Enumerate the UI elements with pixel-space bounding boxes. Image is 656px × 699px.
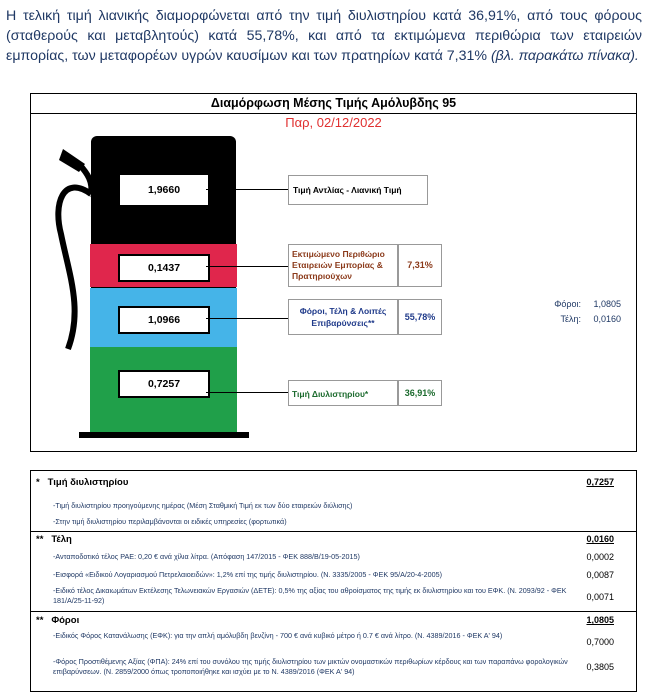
retail-value: 1,9660 bbox=[118, 173, 210, 207]
row-value: 1,0805 bbox=[586, 615, 614, 625]
taxes-value: 1,0966 bbox=[118, 306, 210, 334]
figure-title: Διαμόρφωση Μέσης Τιμής Αμόλυβδης 95 bbox=[31, 94, 636, 114]
margin-value: 0,1437 bbox=[118, 254, 210, 282]
table-subitem: -Ανταποδοτικό τέλος ΡΑΕ: 0,20 € ανά χίλια λίτρα. (Απόφαση 147/2015 - ΦΕΚ 888/Β/19-05-2015) bbox=[53, 552, 360, 561]
intro-note: (βλ. παρακάτω πίνακα). bbox=[490, 48, 639, 64]
subitem-value: 0,3805 bbox=[586, 662, 614, 672]
retail-connector bbox=[206, 189, 288, 190]
margin-connector bbox=[206, 266, 288, 267]
table-subitem: -Στην τιμή διυλιστηρίου περιλαμβάνονται οι ειδικές υπηρεσίες (φορτωτικά) bbox=[53, 517, 287, 526]
taxes-connector bbox=[206, 318, 288, 319]
divider bbox=[31, 531, 636, 532]
row-value: 0,0160 bbox=[586, 534, 614, 544]
intro-text: Η τελική τιμή λιανικής διαμορφώνεται από την τιμή διυλιστηρίου κατά 36,91%, από τους φόρους (σταθερούς και μεταβλητούς) κατά 55,78%, και από τα εκτιμώμενα περιθώρια των εταιρειών εμπορίας, των μεταφορέων υγρών καυσίμων και των πρατηρίων κατά 7,31% bbox=[6, 8, 642, 64]
retail-label: Τιμή Αντλίας - Λιανική Τιμή bbox=[288, 175, 428, 205]
table-subitem: -Τιμή διυλιστηρίου προηγούμενης ημέρας (Μέση Σταθμική Τιμή εκ των δύο εταιρειών διύλισης) bbox=[53, 501, 353, 510]
refinery-connector bbox=[206, 392, 288, 393]
table-subitem: -Φόρος Προστιθέμενης Αξίας (ΦΠΑ): 24% επί του συνόλου της τιμής διυλιστηρίου των μικτών ονομαστικών περιθωρίων κέρδους και των παραπάνω φορολογικών επιβαρύνσεων. (Ν. 2859/2000 όπως τροποποιήθηκε και ισχύει με το Ν. 4389/2016 (ΦΕΚ Α' 94) bbox=[53, 657, 568, 676]
row-marker: ** bbox=[36, 534, 44, 545]
refinery-value: 0,7257 bbox=[118, 370, 210, 398]
row-value: 0,7257 bbox=[586, 477, 614, 487]
subitem-value: 0,0071 bbox=[586, 592, 614, 602]
row-marker: ** bbox=[36, 615, 44, 626]
pump-base bbox=[79, 432, 249, 438]
taxes-label: Φόροι, Τέλη & Λοιπές Επιβαρύνσεις** bbox=[288, 299, 398, 335]
foroi-side-value: 1,0805 bbox=[593, 299, 621, 309]
subitem-value: 0,0002 bbox=[586, 552, 614, 562]
teli-side-label: Τέλη: bbox=[560, 314, 581, 324]
figure-date: Παρ, 02/12/2022 bbox=[285, 115, 382, 130]
intro-paragraph bbox=[6, 6, 642, 66]
table-subitem: -Ειδικός Φόρος Κατανάλωσης (ΕΦΚ): για την απλή αμόλυβδη βενζίνη - 700 € ανά κυβικό μέτρο ή 0.7 € ανά λίτρο. (Ν. 4389/2016 - ΦΕΚ Α' 94) bbox=[53, 631, 503, 640]
price-breakdown-table bbox=[30, 470, 637, 692]
refinery-percent: 36,91% bbox=[398, 380, 442, 406]
table-subitem: -Εισφορά «Ειδικού Λογαριασμού Πετρελαιοειδών»: 1,2% επί της τιμής διυλιστηρίου. (Ν. 3335/2005 - ΦΕΚ 95/Α/20-4-2005) bbox=[53, 570, 443, 579]
row-label: Τέλη bbox=[51, 534, 72, 545]
row-label: Φόροι bbox=[51, 615, 80, 626]
taxes-percent: 55,78% bbox=[398, 299, 442, 335]
foroi-side-label: Φόροι: bbox=[554, 299, 581, 309]
divider bbox=[31, 611, 636, 612]
subitem-value: 0,0087 bbox=[586, 570, 614, 580]
price-breakdown-figure bbox=[30, 93, 637, 452]
refinery-label: Τιμή Διυλιστηρίου* bbox=[288, 380, 398, 406]
table-subitem: -Ειδικό τέλος Δικαιωμάτων Εκτέλεσης Τελωνειακών Εργασιών (ΔΕΤΕ): 0,5% της αξίας του αθροίσματος της τιμής εκ διυλιστηρίου και του ΕΦΚ. (Ν. 2093/92 - ΦΕΚ 181/Α/25-11-92) bbox=[53, 586, 567, 605]
margin-label: Εκτιμώμενο Περιθώριο Εταιρειών Εμπορίας & Πρατηριούχων bbox=[288, 244, 398, 287]
teli-side-value: 0,0160 bbox=[593, 314, 621, 324]
row-marker: * bbox=[36, 477, 40, 488]
subitem-value: 0,7000 bbox=[586, 637, 614, 647]
margin-percent: 7,31% bbox=[398, 244, 442, 287]
row-label: Τιμή διυλιστηρίου bbox=[47, 477, 129, 488]
